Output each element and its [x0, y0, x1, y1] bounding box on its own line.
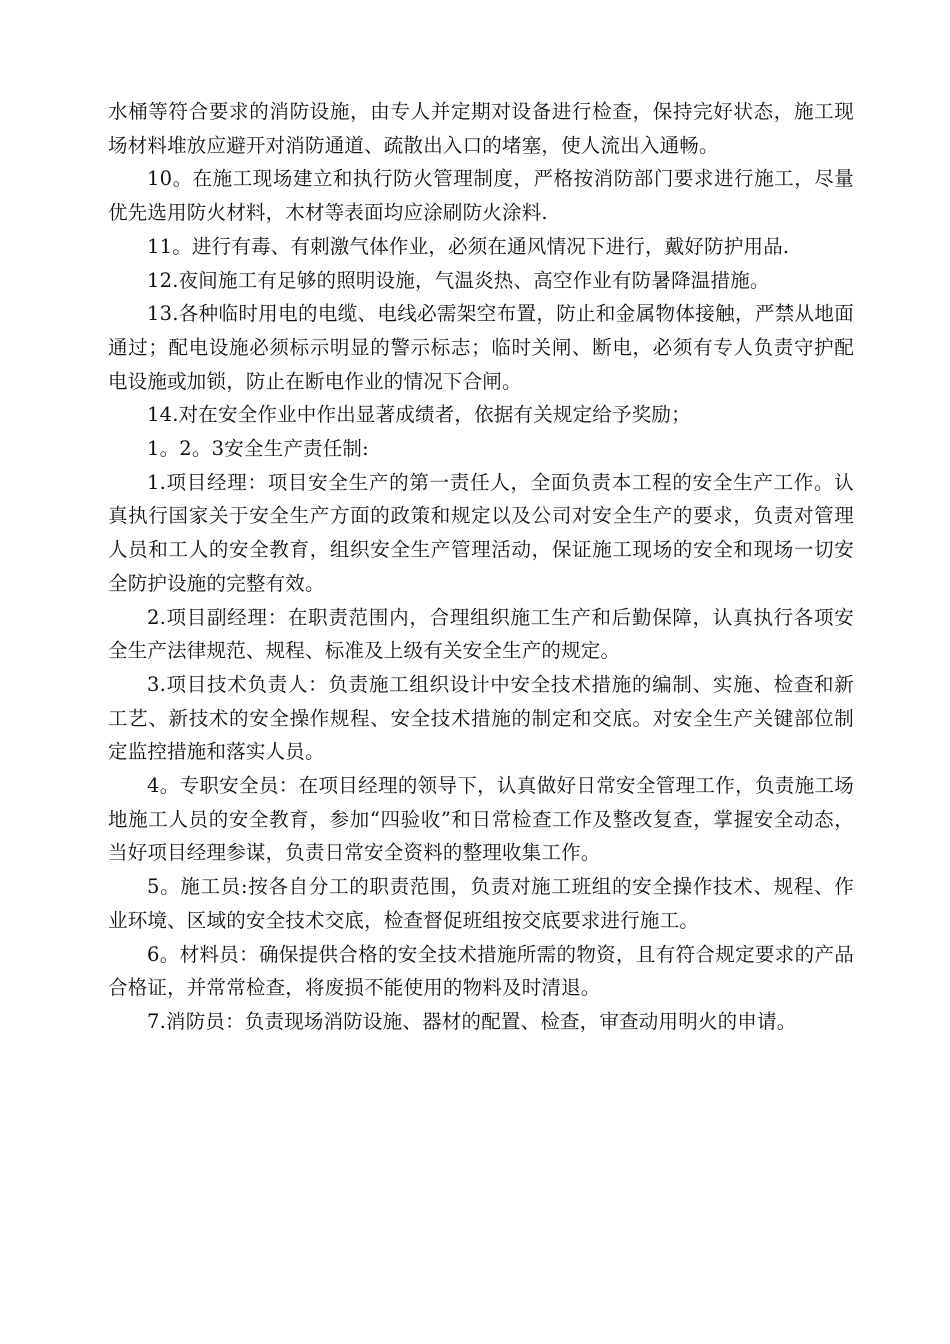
paragraph-materials-officer: 6。材料员：确保提供合格的安全技术措施所需的物资，且有符合规定要求的产品合格证，并常常检查，将废损不能使用的物料及时清退。 [108, 942, 854, 1000]
section-heading: 1。2。3安全生产责任制: [147, 437, 369, 461]
paragraph-technical-lead: 3.项目技术负责人：负责施工组织设计中安全技术措施的编制、实施、检查和新工艺、新技术的安全操作规程、安全技术措施的制定和交底。对安全生产关键部位制定监控措施和落实人员。 [108, 672, 854, 764]
document-body [108, 95, 854, 1039]
paragraph-safety-officer: 4。专职安全员：在项目经理的领导下，认真做好日常安全管理工作，负责施工场地施工人员的安全教育，参加“四验收”和日常检查工作及整改复查，掌握安全动态，当好项目经理参谋，负责日常安全资料的整理收集工作。 [108, 774, 854, 865]
paragraph-2: 10。在施工现场建立和执行防火管理制度，严格按消防部门要求进行施工，尽量优先选用防火材料，木材等表面均应涂刷防火涂料. [108, 167, 854, 225]
paragraph-fire-officer: 7.消防员：负责现场消防设施、器材的配置、检查，审查动用明火的申请。 [147, 1009, 797, 1033]
paragraph-project-manager: 1.项目经理：项目安全生产的第一责任人，全面负责本工程的安全生产工作。认真执行国家关于安全生产方面的政策和规定以及公司对安全生产的要求，负责对管理人员和工人的安全教育，组织安全生产管理活动，保证施工现场的安全和现场一切安全防护设施的完整有效。 [108, 470, 854, 595]
paragraph-deputy-manager: 2.项目副经理：在职责范围内，合理组织施工生产和后勤保障，认真执行各项安全生产法律规范、规程、标准及上级有关安全生产的规定。 [108, 605, 854, 663]
paragraph-5: 13.各种临时用电的电缆、电线必需架空布置，防止和金属物体接触，严禁从地面通过；配电设施必须标示明显的警示标志；临时关闸、断电，必须有专人负责守护配电设施或加锁，防止在断电作业的情况下合闸。 [108, 302, 854, 393]
paragraph-6: 14.对在安全作业中作出显著成绩者，依据有关规定给予奖励； [147, 403, 691, 427]
paragraph-3: 11。进行有毒、有刺激气体作业，必须在通风情况下进行，戴好防护用品. [147, 234, 790, 258]
paragraph-4: 12.夜间施工有足够的照明设施，气温炎热、高空作业有防暑降温措施。 [147, 268, 770, 292]
paragraph-1: 水桶等符合要求的消防设施，由专人并定期对设备进行检查，保持完好状态，施工现场材料堆放应避开对消防通道、疏散出入口的堵塞，使人流出入通畅。 [108, 100, 854, 157]
paragraph-construction-worker: 5。施工员:按各自分工的职责范围，负责对施工班组的安全操作技术、规程、作业环境、区域的安全技术交底，检查督促班组按交底要求进行施工。 [108, 875, 854, 932]
